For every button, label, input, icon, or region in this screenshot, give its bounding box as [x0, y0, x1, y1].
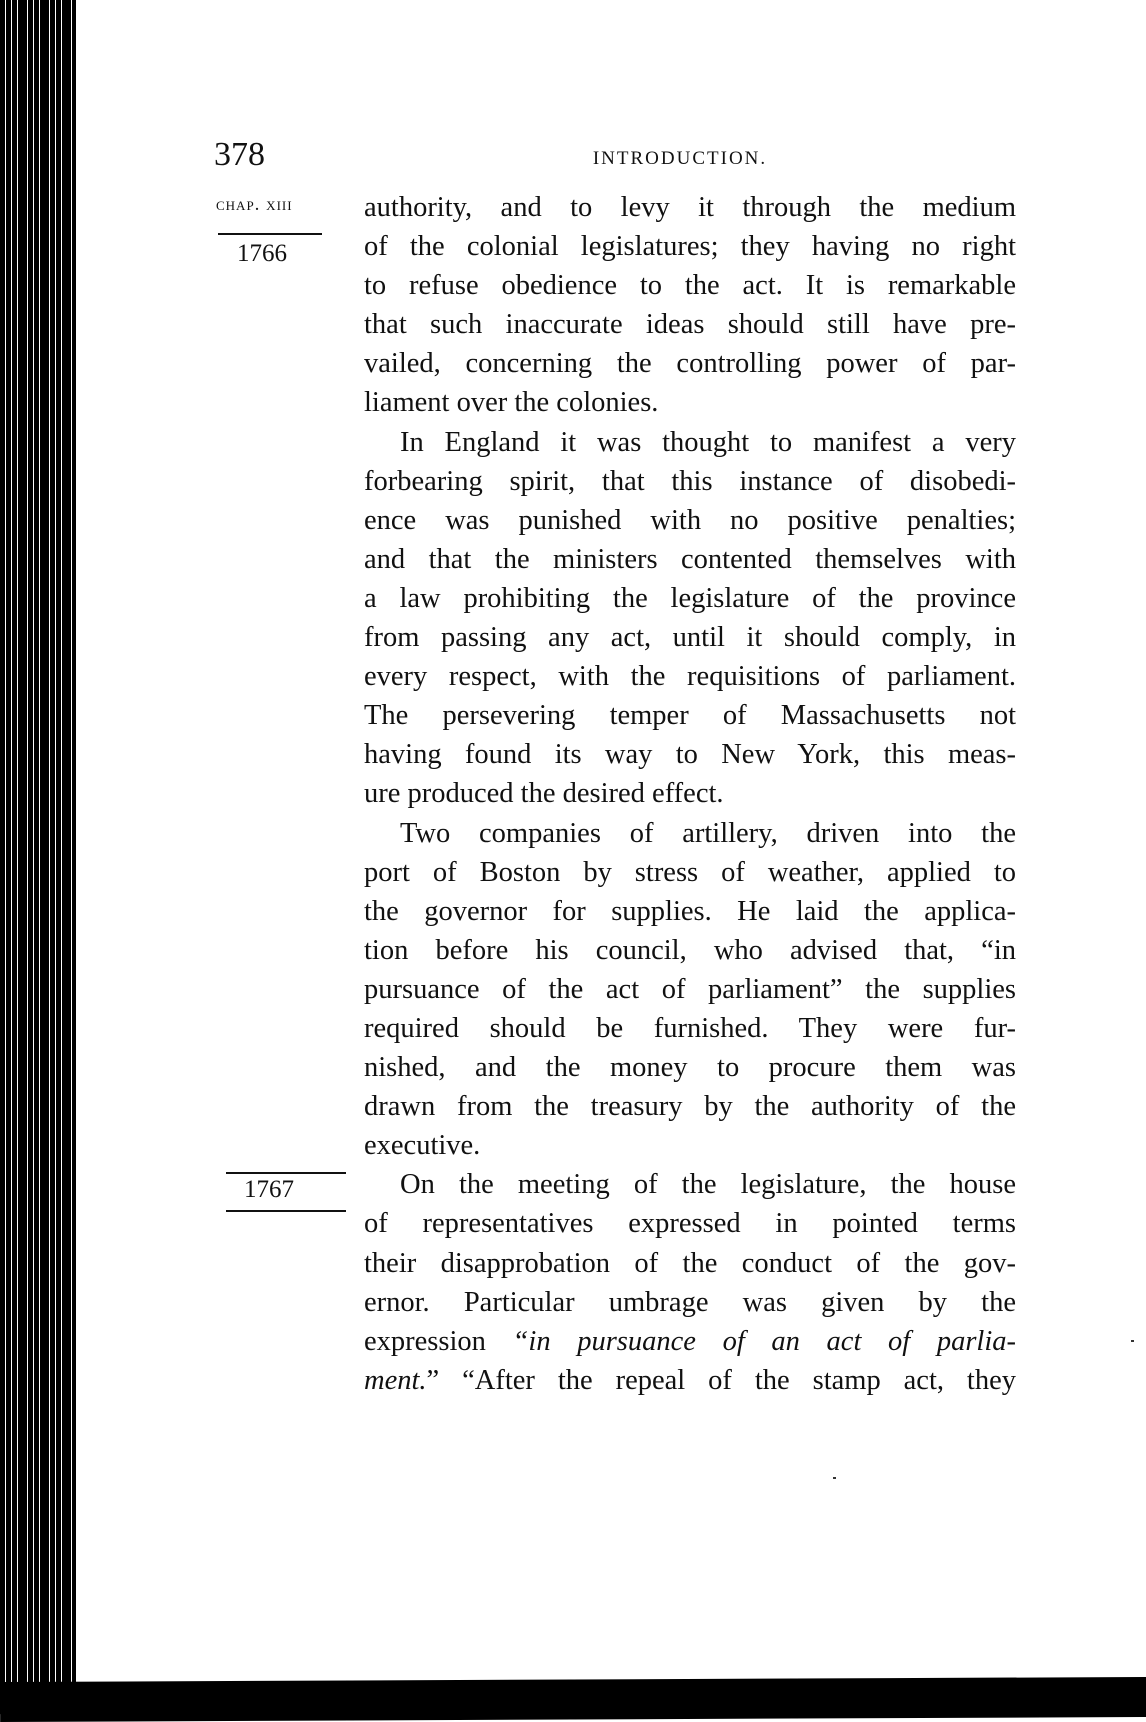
margin-year-1766: 1766	[237, 240, 287, 267]
text-segment: to refuse obedience to the act. It is remarkable	[364, 270, 1016, 302]
text-line	[364, 266, 1016, 305]
text-line	[364, 1087, 1016, 1126]
italic-text: ment.	[364, 1364, 427, 1396]
text-line	[364, 188, 1016, 227]
text-segment: forbearing spirit, that this instance of disobedi-	[364, 465, 1016, 497]
text-line	[364, 1361, 1016, 1400]
text-segment: vailed, concerning the controlling power of par-	[364, 348, 1016, 380]
text-segment: drawn from the treasury by the authority of the	[364, 1091, 1016, 1123]
text-line	[364, 462, 1016, 501]
text-line	[364, 305, 1016, 344]
text-line	[364, 227, 1016, 266]
book-spine-shadow	[0, 0, 72, 1714]
text-line	[364, 540, 1016, 579]
text-line	[364, 1009, 1016, 1048]
text-segment: port of Boston by stress of weather, applied to	[364, 856, 1016, 888]
text-line	[364, 1048, 1016, 1087]
margin-chapter-label: chap. xiii	[216, 194, 293, 215]
running-title: INTRODUCTION.	[592, 148, 768, 169]
text-segment: a law prohibiting the legislature of the province	[364, 582, 1016, 614]
text-line	[364, 696, 1016, 735]
text-line	[364, 931, 1016, 970]
scan-speck	[1131, 1340, 1134, 1342]
text-line	[364, 774, 1016, 813]
text-segment: ence was punished with no positive penalties;	[364, 504, 1016, 536]
margin-rule	[226, 1172, 346, 1174]
text-line	[364, 579, 1016, 618]
text-line	[364, 1204, 1016, 1243]
text-line	[364, 423, 1016, 462]
margin-year-1767: 1767	[244, 1176, 294, 1203]
text-segment: The persevering temper of Massachusetts not	[364, 700, 1016, 732]
text-segment: ernor. Particular umbrage was given by the	[364, 1286, 1016, 1318]
italic-text: “in pursuance of an act of parlia-	[512, 1325, 1017, 1357]
text-line	[364, 853, 1016, 892]
text-segment: of representatives expressed in pointed terms	[364, 1208, 1016, 1240]
text-segment: of the colonial legislatures; they having no right	[364, 231, 1016, 263]
text-line	[364, 618, 1016, 657]
text-segment: executive.	[364, 1130, 481, 1162]
text-segment: Two companies of artillery, driven into the	[400, 817, 1016, 849]
text-line	[364, 1322, 1016, 1361]
text-segment: On the meeting of the legislature, the house	[400, 1169, 1016, 1201]
text-segment: required should be furnished. They were fur-	[364, 1012, 1016, 1044]
text-line	[364, 735, 1016, 774]
page-number: 378	[214, 136, 265, 173]
text-line	[364, 892, 1016, 931]
text-segment: liament over the colonies.	[364, 387, 659, 419]
scan-speck	[833, 1477, 836, 1479]
text-line	[364, 970, 1016, 1009]
text-segment: that such inaccurate ideas should still have pre-	[364, 309, 1016, 341]
text-line	[364, 501, 1016, 540]
text-segment: tion before his council, who advised that, “in	[364, 934, 1016, 966]
text-line	[364, 383, 1016, 422]
text-line	[364, 814, 1016, 853]
book-spine-edge	[72, 0, 76, 1690]
margin-rule	[226, 1210, 346, 1212]
text-segment: having found its way to New York, this meas-	[364, 739, 1016, 771]
text-segment: ure produced the desired effect.	[364, 778, 724, 810]
text-segment: every respect, with the requisitions of parliament.	[364, 661, 1016, 693]
text-segment: and that the ministers contented themselves with	[364, 543, 1016, 575]
text-segment: authority, and to levy it through the medium	[364, 192, 1016, 223]
margin-rule	[218, 233, 322, 235]
text-segment: from passing any act, until it should comply, in	[364, 622, 1016, 654]
text-segment: pursuance of the act of parliament” the supplies	[364, 973, 1016, 1005]
text-line	[364, 344, 1016, 383]
text-line	[364, 1165, 1016, 1204]
text-line	[364, 657, 1016, 696]
text-segment: ” “After the repeal of the stamp act, they	[426, 1364, 1016, 1396]
text-line	[364, 1283, 1016, 1322]
page-bottom-edge	[0, 1677, 1146, 1722]
text-line	[364, 1126, 1016, 1165]
text-line	[364, 1244, 1016, 1283]
text-segment: nished, and the money to procure them was	[364, 1052, 1016, 1084]
text-segment: the governor for supplies. He laid the applica-	[364, 895, 1016, 927]
text-segment: In England it was thought to manifest a very	[400, 426, 1016, 458]
text-segment: expression	[364, 1325, 513, 1357]
text-segment: their disapprobation of the conduct of the gov-	[364, 1247, 1016, 1279]
body-text	[364, 188, 1016, 1400]
